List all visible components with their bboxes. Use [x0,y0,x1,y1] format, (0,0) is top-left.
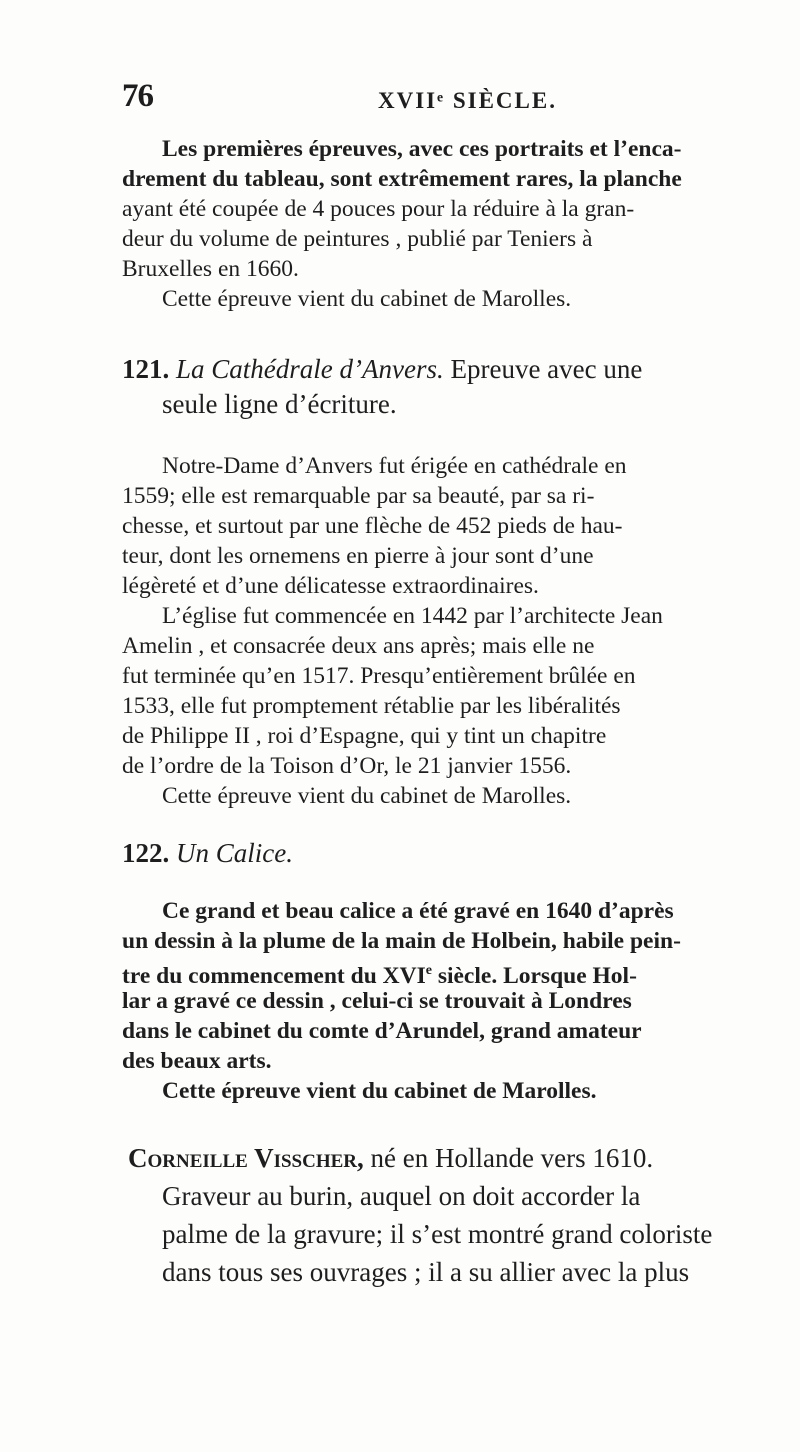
text-line: de Philippe II , roi d’Espagne, qui y tint un chapitre [122,723,607,749]
text-line: légèreté et d’une délicatesse extraordinaires. [122,573,539,599]
text-line: lar a gravé ce dessin , celui-ci se trouvait à Londres [122,988,632,1014]
text-line: un dessin à la plume de la main de Holbein, habile pein- [122,928,681,954]
artist-name: Corneille Visscher, [128,1143,364,1173]
superscript: e [425,963,432,978]
text-fragment: siècle. Lorsque Hol- [431,963,637,989]
text-line: chesse, et surtout par une flèche de 452 pieds de hau- [122,513,623,539]
artist-heading-text: né en Hollande vers 1610. [370,1143,654,1173]
text-line: de l’ordre de la Toison d’Or, le 21 janvier 1556. [122,753,572,779]
entry-122-heading [122,838,293,868]
text-line: Les premières épreuves, avec ces portraits et l’enca- [162,136,682,162]
text-line: 1559; elle est remarquable par sa beauté, par sa ri- [122,483,595,509]
text-line: Notre-Dame d’Anvers fut érigée en cathédrale en [162,453,627,479]
text-line: dans le cabinet du comte d’Arundel, grand amateur [122,1018,642,1044]
page-header [122,78,742,118]
text-line: fut terminée qu’en 1517. Presqu’entièrement brûlée en [122,663,636,689]
text-line: seule ligne d’écriture. [162,389,397,419]
running-head: XVIIᵉ SIÈCLE. [378,88,557,113]
text-line: des beaux arts. [122,1048,272,1074]
text-line: 1533, elle fut promptement rétablie par les libéralités [122,693,621,719]
entry-number: 122. [122,838,170,868]
text-line: palme de la gravure; il s’est montré grand coloriste [162,1219,713,1249]
artist-heading [128,1143,653,1173]
text-line: Cette épreuve vient du cabinet de Marolles. [162,783,572,809]
entry-title: Un Calice. [176,838,293,868]
entry-heading-text: Epreuve avec une [450,354,643,384]
text-line: ayant été coupée de 4 pouces pour la réduire à la gran- [122,196,635,222]
text-line: L’église fut commencée en 1442 par l’architecte Jean [162,603,663,629]
text-line: dans tous ses ouvrages ; il a su allier avec la plus [162,1257,690,1287]
text-line: teur, dont les ornemens en pierre à jour sont d’une [122,543,594,569]
entry-number: 121. [122,354,170,384]
text-line: Cette épreuve vient du cabinet de Marolles. [162,286,572,312]
text-fragment: tre du commencement du XVI [122,963,426,989]
text-line: deur du volume de peintures , publié par Teniers à [122,226,593,252]
entry-121-heading [122,354,642,384]
text-line: Cette épreuve vient du cabinet de Marolles. [162,1078,597,1104]
entry-title: La Cathédrale d’Anvers. [176,354,444,384]
text-line: Amelin , et consacrée deux ans après; mais elle ne [122,633,595,659]
text-line: Ce grand et beau calice a été gravé en 1640 d’après [162,898,674,924]
text-line: Graveur au burin, auquel on doit accorder la [162,1181,641,1211]
text-line: drement du tableau, sont extrêmement rares, la planche [122,166,682,192]
text-line: Bruxelles en 1660. [122,256,299,282]
page-number: 76 [122,78,153,114]
